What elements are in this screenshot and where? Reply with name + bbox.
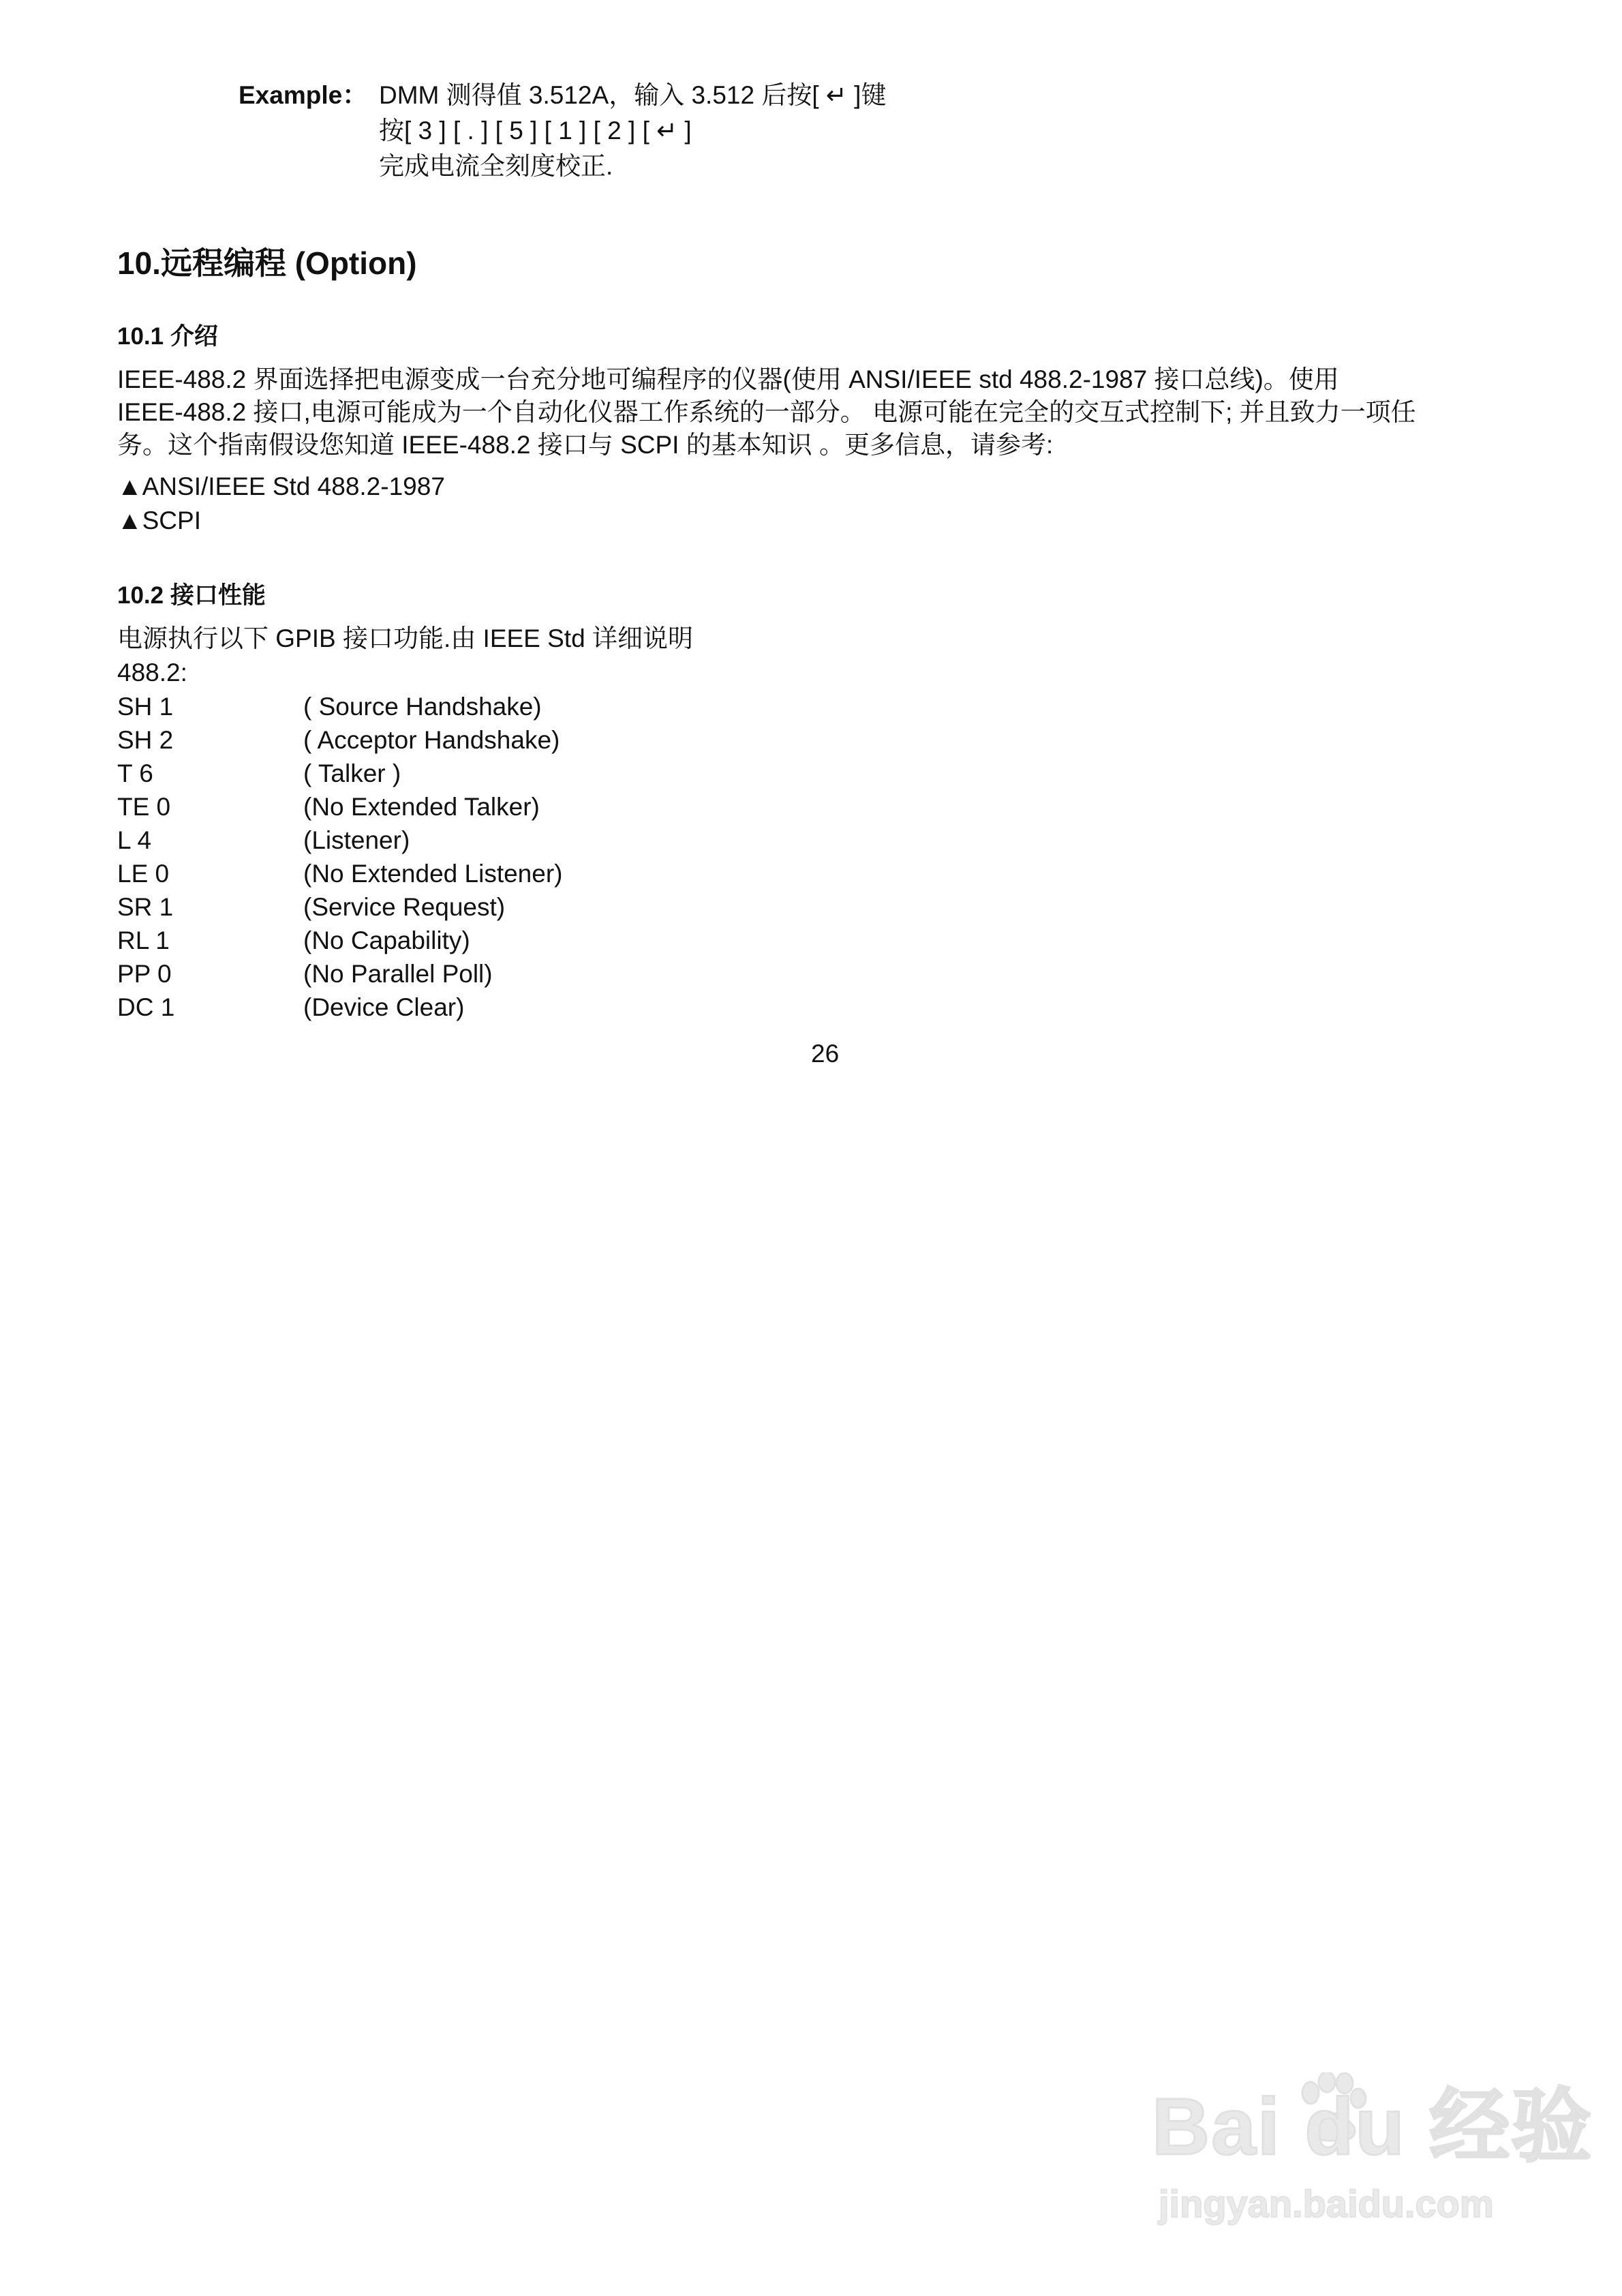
capability-description: ( Talker ) (303, 759, 401, 787)
section-10-heading: 10.远程编程 (Option) (117, 245, 417, 281)
example-line-3: 完成电流全刻度校正. (379, 152, 613, 180)
capability-description: (Service Request) (303, 893, 506, 921)
capability-description: (No Parallel Poll) (303, 960, 493, 988)
example-label: Example： (239, 81, 368, 109)
section-10-1-heading: 10.1 介绍 (117, 323, 218, 350)
capability-code: DC 1 (117, 993, 175, 1021)
interface-intro-line-1: 电源执行以下 GPIB 接口功能.由 IEEE Std 详细说明 (117, 624, 693, 652)
baidu-jingyan-watermark (1152, 2079, 1593, 2236)
capability-code: SH 1 (117, 693, 174, 721)
capability-description: (No Capability) (303, 926, 470, 954)
capability-description: ( Acceptor Handshake) (303, 726, 560, 754)
capability-description: (Listener) (303, 826, 410, 854)
section-10-1-paragraph (117, 363, 1548, 462)
capability-description: ( Source Handshake) (303, 693, 542, 721)
paragraph-line-3: 务。这个指南假设您知道 IEEE-488.2 接口与 SCPI 的基本知识 。更多信息，请参考: (117, 431, 1054, 459)
capability-code: PP 0 (117, 960, 172, 988)
capability-description: (No Extended Listener) (303, 860, 563, 888)
capability-code: TE 0 (117, 793, 171, 821)
section-10-2-heading: 10.2 接口性能 (117, 582, 266, 609)
capability-code: L 4 (117, 826, 152, 854)
watermark-url: jingyan.baidu.com (1159, 2182, 1494, 2225)
capability-description: (No Extended Talker) (303, 793, 540, 821)
reference-item-scpi: ▲SCPI (117, 507, 201, 534)
interface-intro-line-2: 488.2: (117, 659, 187, 686)
reference-item-ansi: ▲ANSI/IEEE Std 488.2-1987 (117, 472, 445, 500)
example-line-2: 按[ 3 ] [ . ] [ 5 ] [ 1 ] [ 2 ] [ ↵ ] (379, 117, 692, 145)
watermark-logo-text: Bai du 经验 (1152, 2082, 1593, 2172)
capability-code: RL 1 (117, 926, 170, 954)
capability-code: T 6 (117, 759, 153, 787)
capability-description: (Device Clear) (303, 993, 465, 1021)
paragraph-line-2: IEEE-488.2 接口,电源可能成为一个自动化仪器工作系统的一部分。 电源可能在完全的交互式控制下; 并且致力一项任 (117, 398, 1416, 426)
example-line-1: DMM 测得值 3.512A，输入 3.512 后按[ ↵ ]键 (379, 81, 887, 109)
page-number: 26 (811, 1040, 840, 1068)
capability-code: LE 0 (117, 860, 170, 888)
capability-code: SH 2 (117, 726, 174, 754)
capability-code: SR 1 (117, 893, 174, 921)
paragraph-line-1: IEEE-488.2 界面选择把电源变成一台充分地可编程序的仪器(使用 ANSI/IEEE std 488.2-1987 接口总线)。使用 (117, 365, 1339, 393)
